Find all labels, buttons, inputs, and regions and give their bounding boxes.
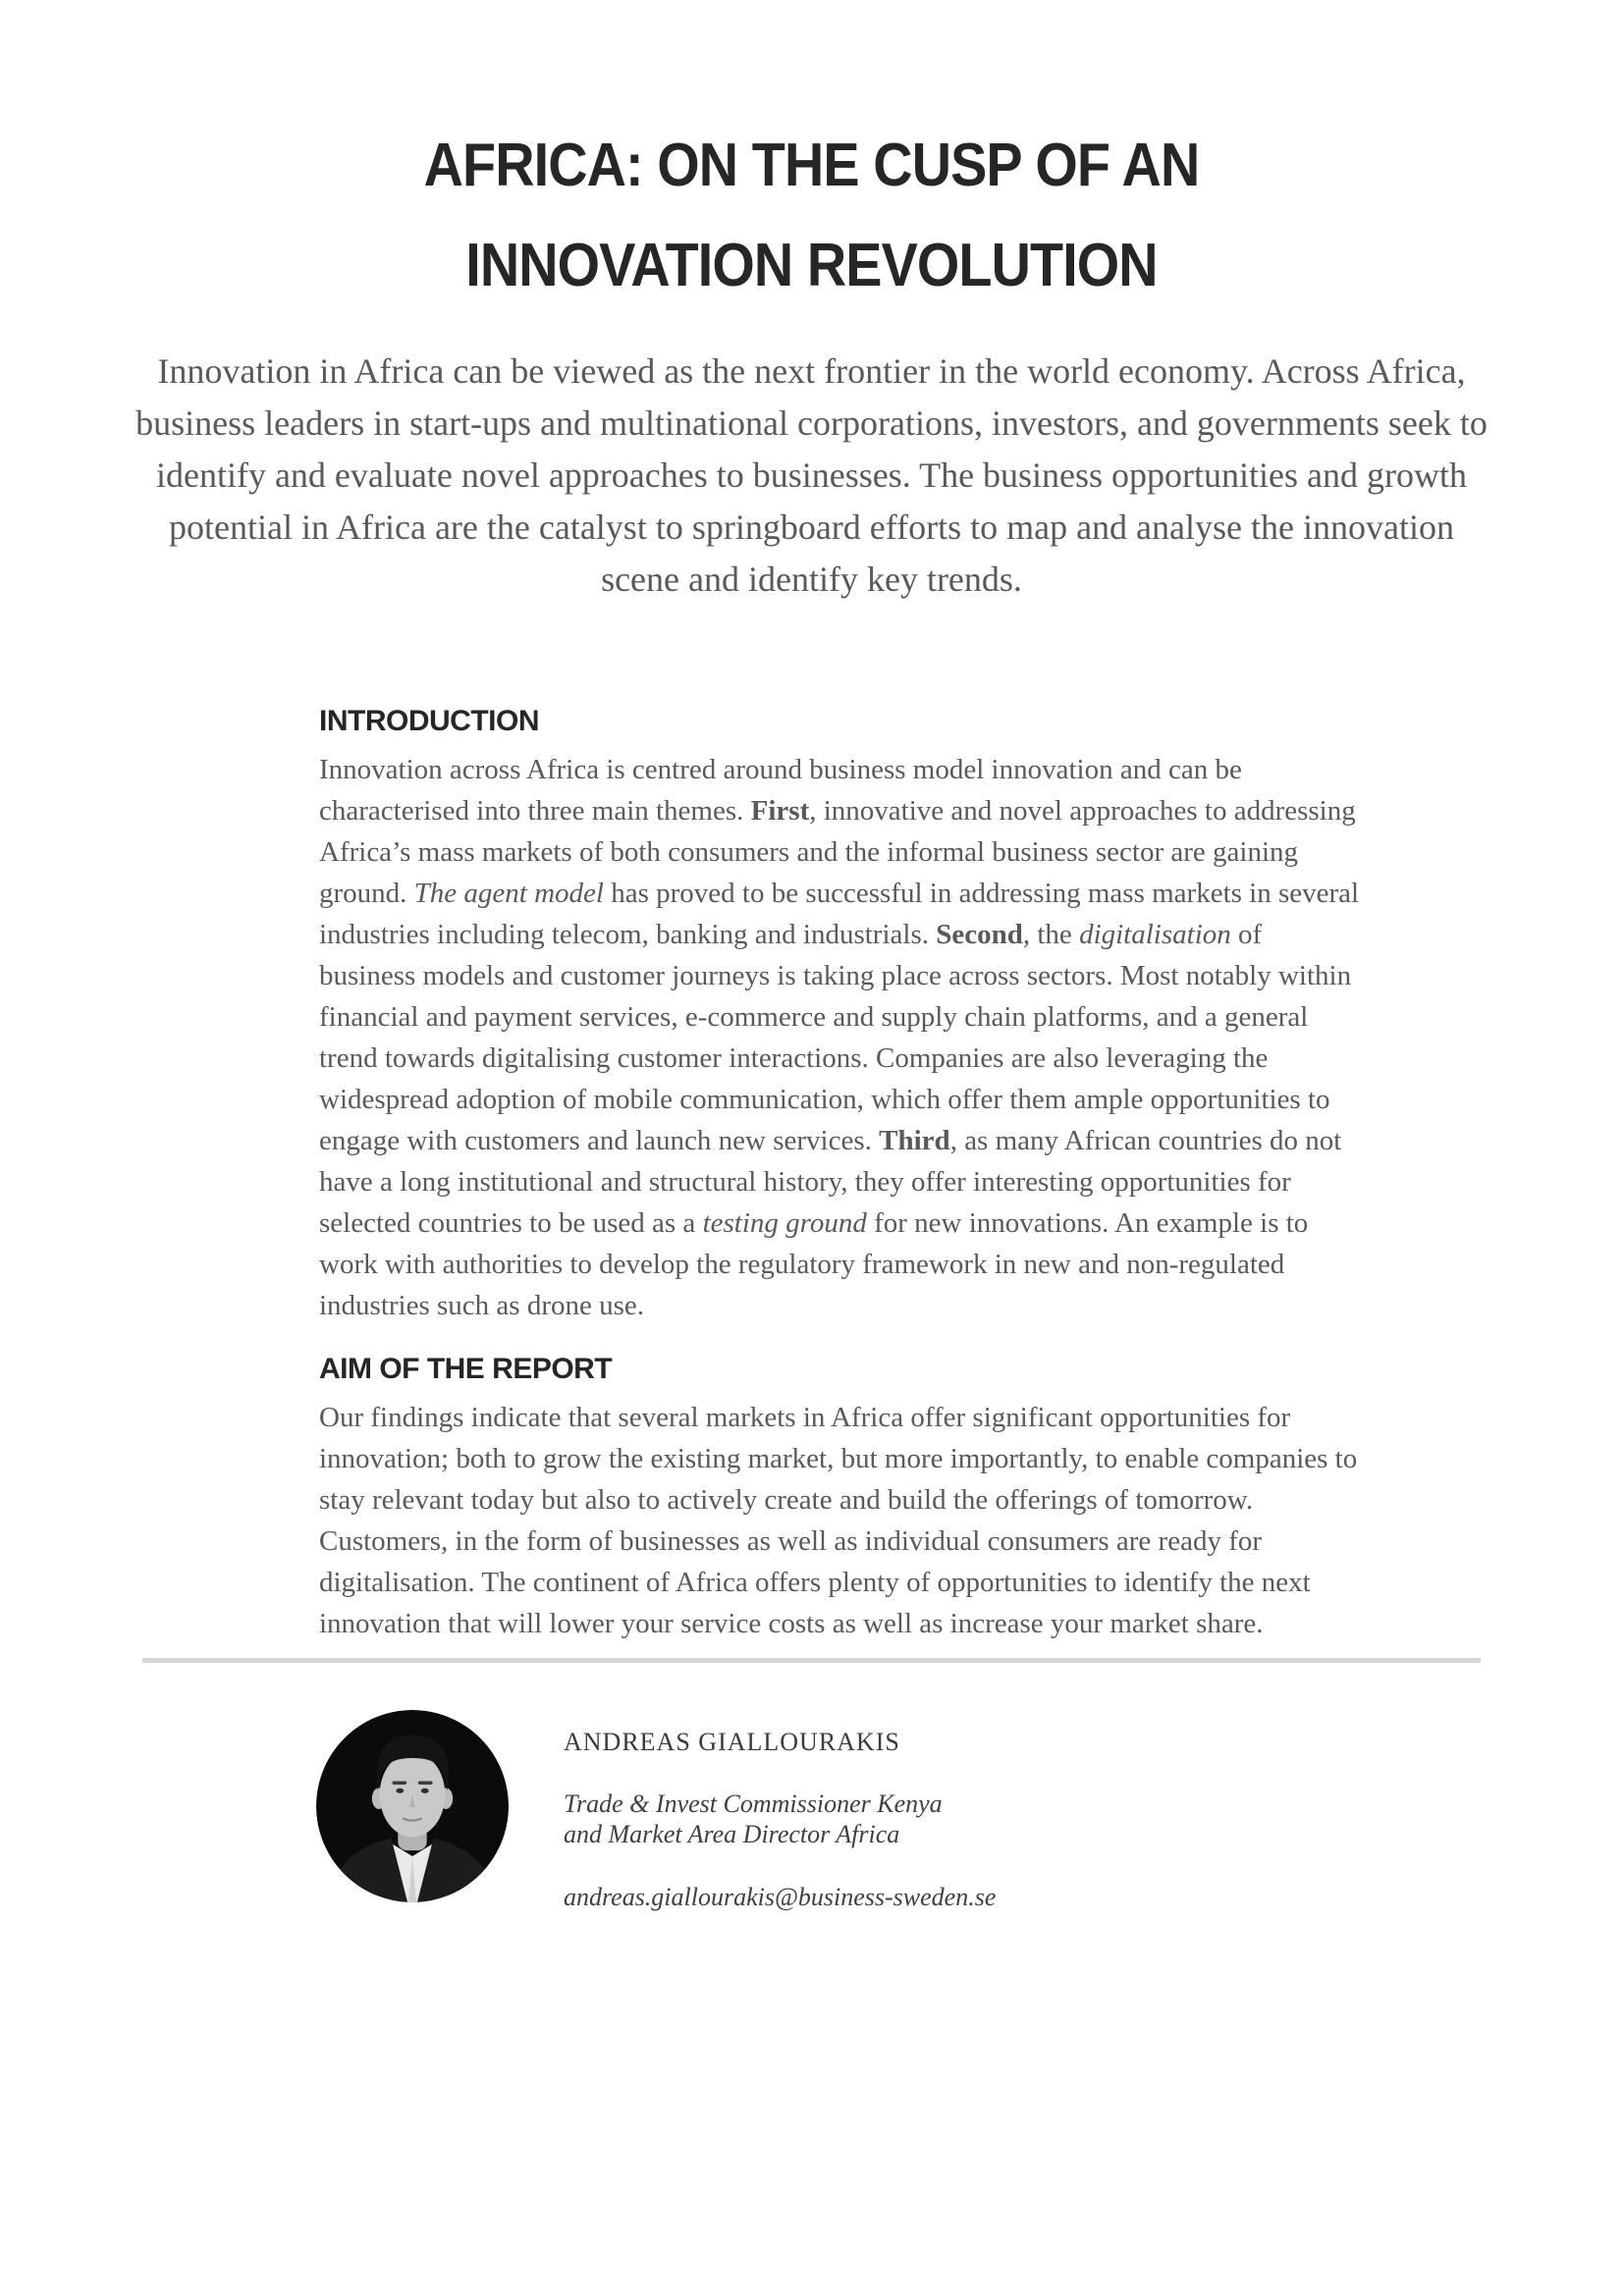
author-role-line-2: and Market Area Director Africa	[564, 1820, 900, 1848]
section-heading-introduction: INTRODUCTION	[319, 705, 539, 737]
author-name: ANDREAS GIALLOURAKIS	[564, 1728, 900, 1756]
section-heading-aim-of-the-report: AIM OF THE REPORT	[319, 1353, 613, 1385]
author-portrait-photo	[316, 1710, 509, 1902]
lede-paragraph: Innovation in Africa can be viewed as the next frontier in the world economy. Across Africa, business leaders in start-ups and multinational corporations, investors, and governments seek to identify and evaluate novel approaches to businesses. The business opportunities and growth potential in Africa are the catalyst to springboard efforts to map and analyse the innovation scene and identify key trends.	[135, 351, 1488, 599]
author-role-line-1: Trade & Invest Commissioner Kenya	[564, 1789, 943, 1818]
author-role	[564, 1789, 996, 1849]
page-title-line-1: AFRICA: ON THE CUSP OF AN	[423, 132, 1200, 199]
aim-of-the-report-paragraph: Our findings indicate that several markets in Africa offer significant opportunities for innovation; both to grow the existing market, but more importantly, to enable companies to stay relevant today but also to actively create and build the offerings of tomorrow. Customers, in the form of businesses as well as individual consumers are ready for digitalisation. The continent of Africa offers plenty of opportunities to identify the next innovation that will lower your service costs as well as increase your market share.	[319, 1402, 1358, 1639]
portrait-image	[316, 1710, 509, 1902]
introduction-paragraph: Innovation across Africa is centred around business model innovation and can be characterised into three main themes. First, innovative and novel approaches to addressing Africa’s mass markets of both consumers and the informal business sector are gaining ground. The agent model has proved to be successful in addressing mass markets in several industries including telecom, banking and industrials. Second, the digitalisation of business models and customer journeys is taking place across sectors. Most notably within financial and payment services, e-commerce and supply chain platforms, and a general trend towards digitalising customer interactions. Companies are also leveraging the widespread adoption of mobile communication, which offer them ample opportunities to engage with customers and launch new services. Third, as many African countries do not have a long institutional and structural history, they offer interesting opportunities for selected countries to be used as a testing ground for new innovations. An example is to work with authorities to develop the regulatory framework in new and non-regulated industries such as drone use.	[319, 754, 1360, 1321]
author-card	[316, 1710, 1623, 1912]
author-email: andreas.giallourakis@business-sweden.se	[564, 1883, 997, 1911]
author-info	[564, 1710, 996, 1912]
page-title	[0, 0, 1623, 316]
page-title-line-2: INNOVATION REVOLUTION	[465, 232, 1158, 299]
article-body	[319, 704, 1360, 1644]
section-divider	[142, 1658, 1481, 1663]
